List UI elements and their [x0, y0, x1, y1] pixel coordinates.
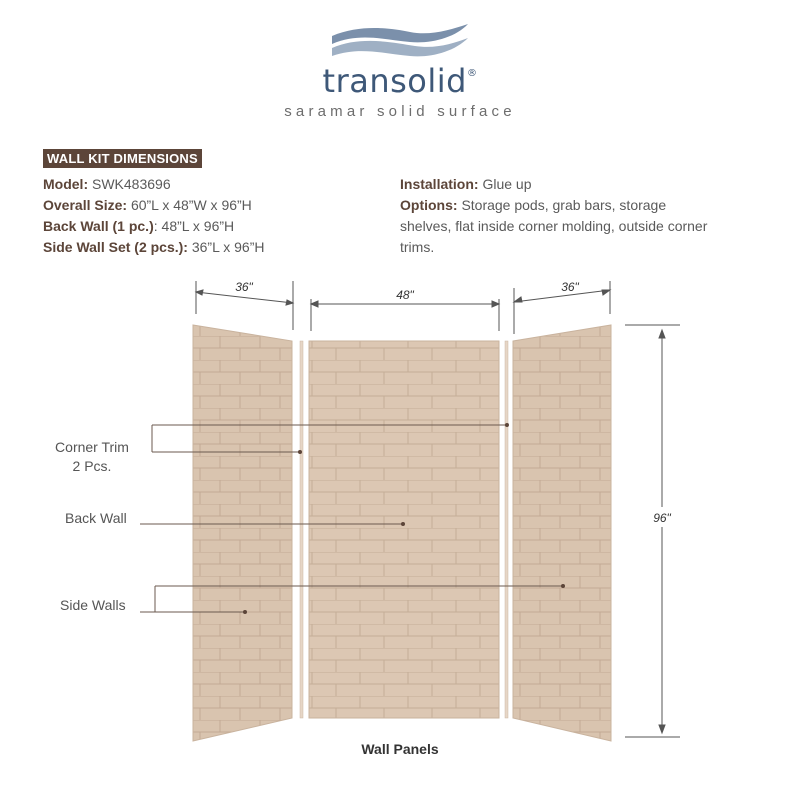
back-wall-dot	[401, 522, 405, 526]
section-title: WALL KIT DIMENSIONS	[43, 149, 202, 168]
spec-back-wall: Back Wall (1 pc.): 48”L x 96”H	[43, 218, 235, 234]
corner-trim-dot-left	[298, 450, 302, 454]
dim-height-label: 96"	[653, 511, 671, 525]
side-wall-dot-right	[561, 584, 565, 588]
spec-side-wall-set: Side Wall Set (2 pcs.): 36”L x 96”H	[43, 239, 265, 255]
dim-left-label: 36"	[235, 280, 253, 294]
side-wall-dot-left	[243, 610, 247, 614]
corner-trim-right	[505, 341, 508, 718]
dim-height	[625, 325, 680, 737]
spec-overall-size: Overall Size: 60”L x 48”W x 96”H	[43, 197, 252, 213]
dim-back-width	[311, 299, 499, 331]
registered-mark: ®	[466, 68, 478, 79]
brand-tagline: saramar solid surface	[284, 103, 516, 120]
callout-corner-trim-count: 2 Pcs.	[72, 458, 112, 474]
callout-corner-trim-label: Corner Trim	[55, 439, 129, 455]
dim-back-label: 48"	[396, 288, 414, 302]
spec-installation: Installation: Glue up	[400, 176, 532, 192]
callout-back-wall-label: Back Wall	[65, 510, 127, 526]
corner-trim-dot-right	[505, 423, 509, 427]
spec-model: Model: SWK483696	[43, 176, 171, 192]
back-wall-panel	[309, 341, 499, 718]
left-side-wall	[193, 325, 292, 741]
spec-options: Options: Storage pods, grab bars, storage shelves, flat inside corner molding, outside corner trims.	[400, 197, 708, 255]
corner-trim-left	[300, 341, 303, 718]
diagram-caption: Wall Panels	[361, 741, 439, 757]
dim-right-label: 36"	[561, 280, 579, 294]
right-side-wall	[513, 325, 611, 741]
callout-side-walls-label: Side Walls	[60, 597, 126, 613]
brand-name: transolid	[322, 62, 467, 100]
